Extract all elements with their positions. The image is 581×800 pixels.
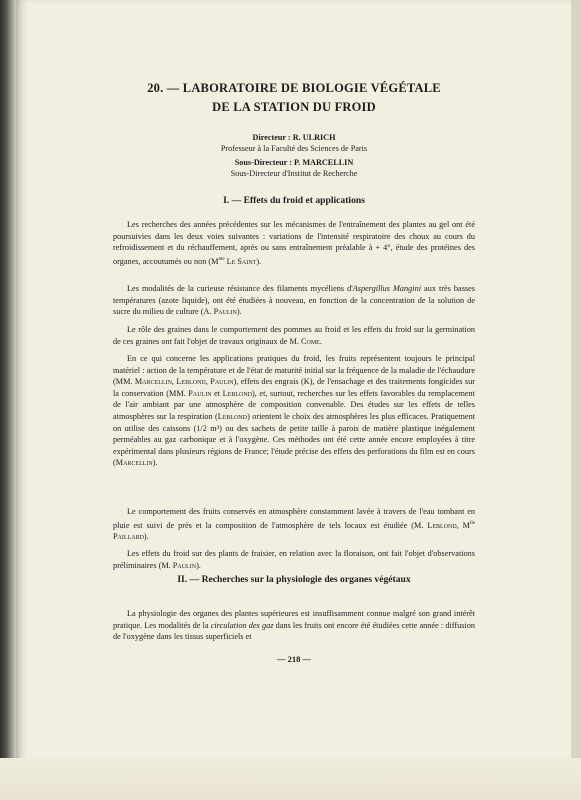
section-2-title: II. — Recherches sur la physiologie des organes végétaux <box>177 574 411 585</box>
subdirector-label: Sous-Directeur : P. MARCELLIN <box>234 158 354 167</box>
section-1-paragraph-4: En ce qui concerne les applications pratiques du froid, les fruits représentent toujours le principal matériel : action de la température et de l'état de maturité initial sur la fréquence de la maladie de l'échaudure (MM. Marcellin, Leblond, Paulin), effets des engrais (K), de l'ensachage et des traitements fongicides sur la conservation (MM. Paulin et Leblond), et, surtout, recherches sur les effets favorables du remplacement de l'air ambiant par une atmosphère de composition convenable. Des études sur les effets de telles atmosphères sur la respiration (Leblond) orientent le choix des atmosphères les plus efficaces. Pratiquement on utilise des caissons (1/2 m³) ou des sachets de petite taille à parois de matière plastique inégalement perméables au gaz carbonique et à l'oxygène. Ces méthodes ont été cette année encore employées à titre expérimental dans plusieurs régions de France; l'étude précise des effets des perforations du film est en cours (Marcellin). <box>113 354 475 468</box>
page-number: — 218 — <box>277 654 311 664</box>
section-1-paragraph-2: Les modalités de la curieuse résistance des filaments mycéliens d'Aspergillus Mangini aux très basses températures (azote liquide), ont été étudiées à nouveau, en fonction de la concentration de la solution de sucre du milieu de culture (A. Paulin). <box>113 284 475 317</box>
title-line-1: 20. — LABORATOIRE DE BIOLOGIE VÉGÉTALE <box>147 81 441 95</box>
section-1-paragraph-6: Les effets du froid sur des plants de fraisier, en relation avec la floraison, ont fait l'objet d'observations préliminaires (M. Paulin). <box>113 549 475 570</box>
subdirector-role: Sous-Directeur d'Institut de Recherche <box>230 169 358 178</box>
section-1-paragraph-3: Le rôle des graines dans le comportement des pommes au froid et les effets du froid sur la germination de ces graines ont fait l'objet de travaux originaux de M. Come. <box>113 325 475 346</box>
section-1-title: I. — Effets du froid et applications <box>223 195 365 206</box>
page-bottom-edge <box>0 758 581 800</box>
director-role: Professeur à la Faculté des Sciences de Paris <box>220 144 368 153</box>
section-1-paragraph-1: Les recherches des années précédentes sur les mécanismes de l'entraînement des plantes au gel ont été poursuivies dans les deux voies suivantes : variations de l'intensité respiratoire des choux au cours du refroidissement et du réchauffement, après ou sans entraînement préalable à + 4°, étude des protéines des organes, accoutumés ou non ($M^{me}$ Le Saint). <box>113 220 475 266</box>
director-label: Directeur : R. ULRICH <box>252 133 336 142</box>
title-line-2: DE LA STATION DU FROID <box>212 100 376 114</box>
section-1-paragraph-5: Le comportement des fruits conservés en atmosphère constamment lavée à travers de l'eau tombant en pluie est suivi de près et la composition de l'atmosphère de tels locaux est étudiée (M. Leblond, $M^{lle}$ Paillard). <box>113 507 475 541</box>
section-2-paragraph-1-text: La physiologie des organes des plantes supérieures est insuffisamment connue malgré son grand intérêt pratique. Les modalités de la circulation des gaz dans les fruits ont encore été étudiées cette année : diffusion de l'oxygène dans les tissus superficiels et <box>113 609 476 642</box>
page-title <box>113 79 475 117</box>
